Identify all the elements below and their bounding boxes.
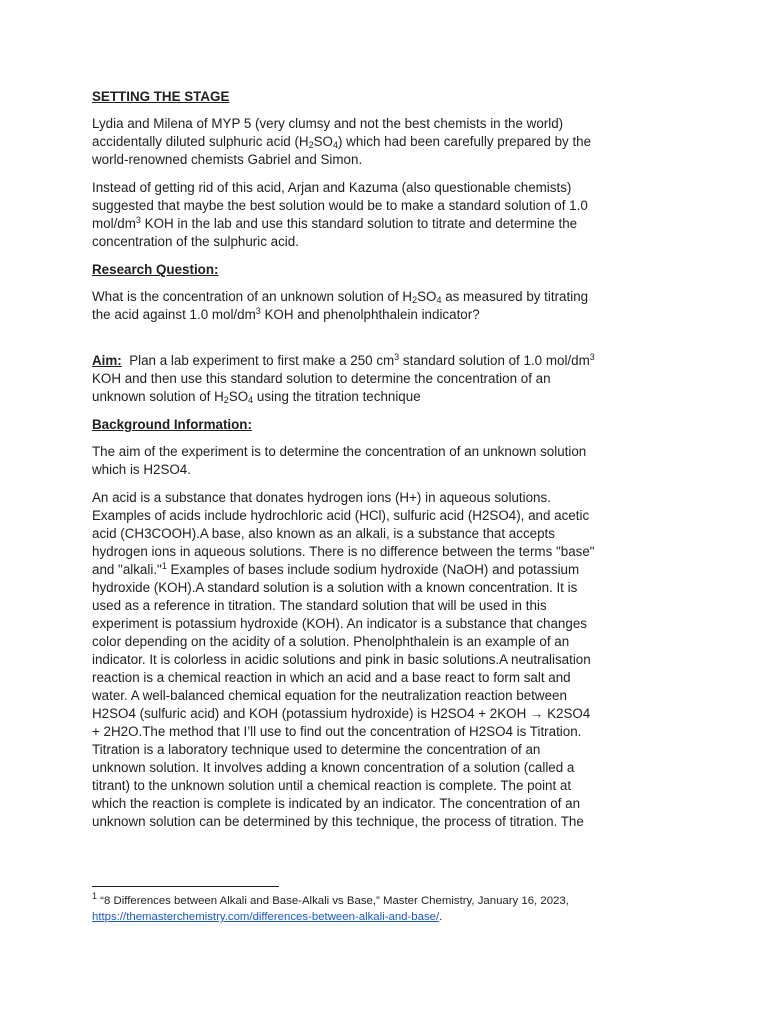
text-line: and "alkali." — [92, 562, 162, 577]
footnote-text: “8 Differences between Alkali and Base-Alkali vs Base,” Master Chemistry, January 16, 2023, — [97, 895, 569, 907]
text-line: Titration is a laboratory technique used to determine the concentration of an — [92, 742, 541, 757]
text-line: The aim of the experiment is to determine the concentration of an unknown solution — [92, 444, 587, 459]
blank-line — [92, 334, 682, 352]
paragraph-research-question — [92, 288, 682, 324]
subscript: 2 — [412, 295, 418, 305]
text-line: suggested that maybe the best solution would be to make a standard solution of 1.0 — [92, 198, 588, 213]
paragraph-aim-of-experiment — [92, 443, 682, 479]
document-body — [92, 88, 682, 841]
subscript: 2 — [223, 395, 229, 405]
superscript: 3 — [394, 352, 400, 362]
text-line: mol/dm — [92, 216, 136, 231]
text-line: world-renowned chemists Gabriel and Simon. — [92, 152, 363, 167]
paragraph-standard-solution — [92, 179, 682, 251]
text-line: Plan a lab experiment to first make a 250 cm — [121, 353, 395, 368]
text-line: titrant) to the unknown solution until a chemical reaction is complete. The point at — [92, 778, 572, 793]
footnote-link[interactable]: https://themasterchemistry.com/differences-between-alkali-and-base/ — [92, 911, 440, 923]
text-line: Examples of bases include sodium hydroxide (NaOH) and potassium — [166, 562, 580, 577]
text-line: hydrogen ions in aqueous solutions. There is no difference between the terms "base" — [92, 544, 595, 559]
text-line: unknown solution. It involves adding a known concentration of a solution (called a — [92, 760, 575, 775]
superscript: 3 — [255, 306, 261, 316]
heading-background-information: Background Information: — [92, 417, 252, 432]
paragraph-setting — [92, 115, 682, 169]
heading-setting-the-stage: SETTING THE STAGE — [92, 89, 230, 104]
text-line: experiment is potassium hydroxide (KOH). An indicator is a substance that changes — [92, 616, 587, 631]
footnote-period: . — [439, 911, 443, 923]
text-line: accidentally diluted sulphuric acid (H — [92, 134, 309, 149]
text-line: Examples of acids include hydrochloric acid (HCl), sulfuric acid (H2SO4), and acetic — [92, 508, 590, 523]
aim-label: Aim: — [92, 353, 122, 368]
text-line: SO — [313, 134, 333, 149]
text-line: color depending on the acidity of a solution. Phenolphthalein is an example of an — [92, 634, 570, 649]
text-line: standard solution of 1.0 mol/dm — [399, 353, 590, 368]
text-line: unknown solution of H — [92, 389, 224, 404]
text-line: hydroxide (KOH).A standard solution is a solution with a known concentration. It is — [92, 580, 578, 595]
text-line: which is H2SO4. — [92, 462, 191, 477]
text-line: used as a reference in titration. The standard solution that will be used in this — [92, 598, 547, 613]
footnote-reference[interactable]: 1 — [161, 561, 167, 571]
heading-research-question: Research Question: — [92, 262, 219, 277]
text-line: Lydia and Milena of MYP 5 (very clumsy and not the best chemists in the world) — [92, 116, 564, 131]
text-line: An acid is a substance that donates hydrogen ions (H+) in aqueous solutions. — [92, 490, 551, 505]
subscript: 4 — [332, 140, 338, 150]
text-line: KOH and phenolphthalein indicator? — [260, 307, 480, 322]
text-line: ) which had been carefully prepared by the — [337, 134, 592, 149]
superscript: 3 — [135, 215, 141, 225]
subscript: 2 — [308, 140, 314, 150]
text-line: water. A well-balanced chemical equation for the neutralization reaction between — [92, 688, 567, 703]
text-line: using the titration technique — [253, 389, 421, 404]
text-line: KOH and then use this standard solution to determine the concentration of an — [92, 371, 551, 386]
text-line: reaction is a chemical reaction in which an acid and a base react to form salt and — [92, 670, 571, 685]
text-line: H2SO4 (sulfuric acid) and KOH (potassium hydroxide) is H2SO4 + 2KOH → K2SO4 — [92, 706, 591, 721]
footnote-divider — [92, 886, 279, 887]
footnote — [92, 893, 692, 925]
text-line: concentration of the sulphuric acid. — [92, 234, 299, 249]
text-line: the acid against 1.0 mol/dm — [92, 307, 256, 322]
superscript: 3 — [589, 352, 595, 362]
text-line: Instead of getting rid of this acid, Arjan and Kazuma (also questionable chemists) — [92, 180, 572, 195]
text-line: + 2H2O.The method that I’ll use to find out the concentration of H2SO4 is Titration. — [92, 724, 582, 739]
footnote-number: 1 — [92, 891, 98, 901]
text-line: which the reaction is complete is indicated by an indicator. The concentration of an — [92, 796, 581, 811]
text-line: SO — [417, 289, 437, 304]
text-line: SO — [228, 389, 249, 404]
subscript: 4 — [436, 295, 442, 305]
paragraph-aim — [92, 352, 682, 406]
subscript: 4 — [248, 395, 254, 405]
text-line: KOH in the lab and use this standard solution to titrate and determine the — [140, 216, 578, 231]
text-line: What is the concentration of an unknown solution of H — [92, 289, 413, 304]
text-line: indicator. It is colorless in acidic solutions and pink in basic solutions.A neutralisation — [92, 652, 591, 667]
text-line: acid (CH3COOH).A base, also known as an alkali, is a substance that accepts — [92, 526, 555, 541]
text-line: as measured by titrating — [441, 289, 589, 304]
text-line: unknown solution can be determined by this technique, the process of titration. The — [92, 814, 584, 829]
paragraph-background-body — [92, 489, 682, 831]
